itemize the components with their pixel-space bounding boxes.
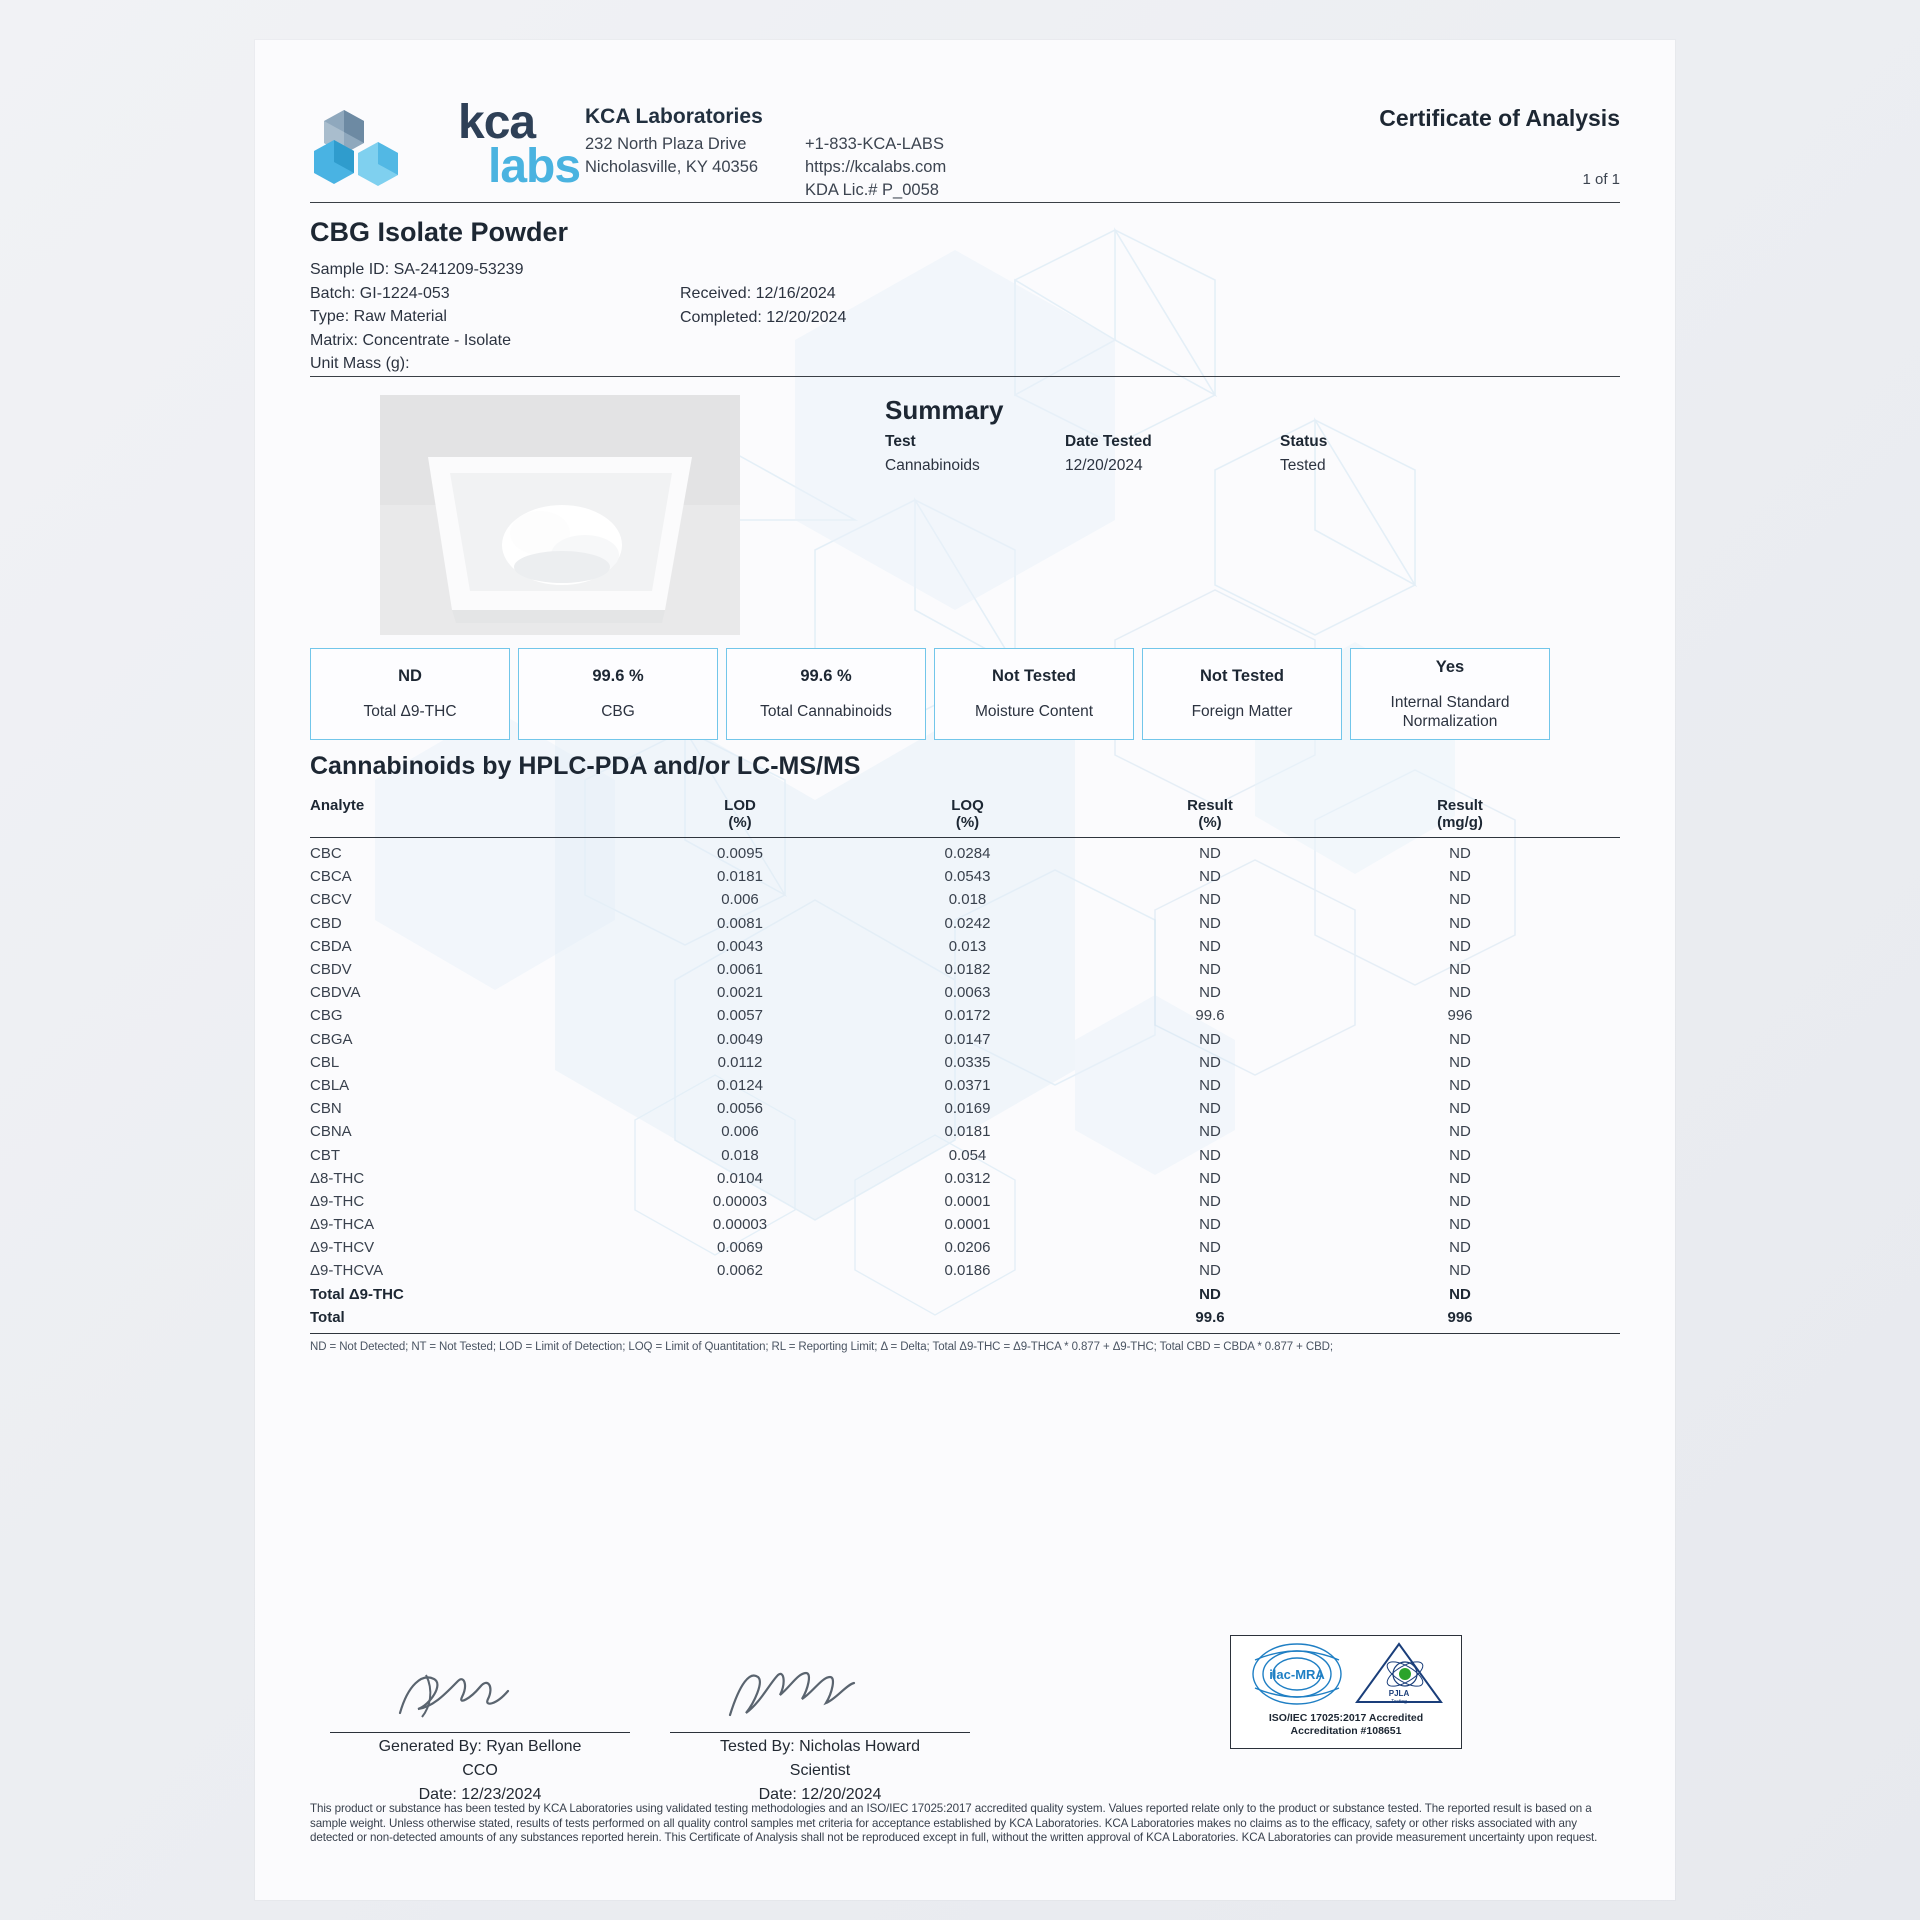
cell-analyte: CBL <box>310 1053 340 1071</box>
cell-analyte: CBNA <box>310 1123 352 1141</box>
cell-result-pct: ND <box>1199 1146 1221 1164</box>
accreditation-badge <box>1230 1635 1462 1749</box>
coa-sheet <box>255 40 1675 1900</box>
cell-analyte: CBCA <box>310 868 352 886</box>
table-row <box>310 1167 1620 1190</box>
table-row <box>310 1028 1620 1051</box>
cell-result-pct: ND <box>1199 1053 1221 1071</box>
page-title: Certificate of Analysis <box>1379 105 1620 131</box>
cell-result-pct: ND <box>1199 1123 1221 1141</box>
table-row <box>310 1004 1620 1027</box>
cell-lod: 0.0124 <box>717 1076 763 1094</box>
sample-metadata <box>310 258 523 376</box>
summary-col-date: Date Tested <box>1065 433 1152 450</box>
cell-analyte: CBN <box>310 1100 342 1118</box>
lab-contact <box>805 133 946 202</box>
table-row <box>310 958 1620 981</box>
cell-result-mgg: ND <box>1449 1169 1471 1187</box>
stat-internal-standard <box>1350 648 1550 740</box>
cell-loq: 0.054 <box>948 1146 987 1164</box>
disclaimer-text: This product or substance has been tested by KCA Laboratories using validated testing methodologies and an ISO/IEC 17025:2017 accredited quality system. Values reported relate only to the product or substance tested. The reported result is based on a sample weight. Unless otherwise stated, results of tests performed on all quality control samples met criteria for acceptance established by KCA Laboratories. KCA Laboratories makes no claims as to the efficacy, safety or other risks associated with any detected or non-detected amounts of any substances reported herein. This Certificate of Analysis shall not be reproduced except in full, without the written approval of KCA Laboratories. KCA Laboratories can provide measurement uncertainty upon request. <box>310 1802 1598 1845</box>
cell-analyte: Total <box>310 1308 345 1326</box>
summary-date: 12/20/2024 <box>1065 457 1143 474</box>
cell-analyte: Δ9-THC <box>310 1192 365 1210</box>
cell-loq: 0.0284 <box>944 845 991 863</box>
status-badge: Tested <box>1280 457 1326 474</box>
table-row <box>310 1074 1620 1097</box>
cell-analyte: CBT <box>310 1146 340 1164</box>
ilac-mra-icon <box>1247 1640 1347 1708</box>
table-row <box>310 1259 1620 1282</box>
cell-result-pct: 99.6 <box>1195 1308 1225 1326</box>
stat-cbg <box>518 648 718 740</box>
cell-loq: 0.0543 <box>944 868 991 886</box>
table-row <box>310 1236 1620 1259</box>
cell-result-mgg: ND <box>1449 868 1471 886</box>
stat-value: 99.6 % <box>800 667 852 685</box>
stat-total-d9-thc <box>310 648 510 740</box>
table-header-row <box>310 797 1620 838</box>
col-analyte: Analyte <box>310 797 365 814</box>
cell-result-pct: 99.6 <box>1195 1007 1225 1025</box>
logo-kca-text: kca <box>458 96 536 149</box>
cell-result-pct: ND <box>1199 1285 1221 1303</box>
table-row <box>310 888 1620 911</box>
cell-result-mgg: ND <box>1449 1123 1471 1141</box>
cell-result-pct: ND <box>1199 1192 1221 1210</box>
lab-name: KCA Laboratories <box>585 105 763 128</box>
cell-lod: 0.0061 <box>717 961 763 979</box>
cell-analyte: CBC <box>310 845 342 863</box>
sample-divider <box>310 376 1620 377</box>
cell-analyte: Total Δ9-THC <box>310 1285 404 1303</box>
table-row <box>310 935 1620 958</box>
cell-result-mgg: ND <box>1449 1192 1471 1210</box>
table-row <box>310 981 1620 1004</box>
col-result-pct: Result (%) <box>1187 797 1233 831</box>
cell-lod: 0.0057 <box>717 1007 763 1025</box>
cell-analyte: CBD <box>310 914 342 932</box>
cell-lod: 0.006 <box>721 1123 759 1141</box>
cell-lod: 0.0081 <box>717 914 763 932</box>
table-row <box>310 842 1620 865</box>
cell-analyte: Δ9-THCV <box>310 1239 375 1257</box>
stat-value: Not Tested <box>991 667 1077 685</box>
col-result-mgg: Result (mg/g) <box>1437 797 1483 831</box>
stat-value: Yes <box>1435 657 1465 676</box>
document-header <box>310 85 1620 205</box>
lab-website[interactable]: https://kcalabs.com <box>805 158 947 176</box>
col-lod: LOD (%) <box>724 797 756 831</box>
lab-address-line1: 232 North Plaza Drive <box>585 135 747 153</box>
stat-moisture-content <box>934 648 1134 740</box>
accreditation-line2: Accreditation #108651 <box>1290 1725 1402 1737</box>
cell-result-mgg: ND <box>1449 1146 1471 1164</box>
cannabinoids-heading: Cannabinoids by HPLC-PDA and/or LC-MS/MS <box>310 752 861 780</box>
lab-phone: +1-833-KCA-LABS <box>805 135 944 153</box>
cell-result-mgg: ND <box>1449 1285 1471 1303</box>
cell-result-mgg: ND <box>1449 1100 1471 1118</box>
cell-result-mgg: ND <box>1449 937 1471 955</box>
accreditation-line1: ISO/IEC 17025:2017 Accredited <box>1268 1712 1424 1724</box>
stat-foreign-matter <box>1142 648 1342 740</box>
tested-by-date: Date: 12/20/2024 <box>758 1786 882 1803</box>
header-divider <box>310 202 1620 203</box>
cell-lod: 0.006 <box>721 891 759 909</box>
cell-result-pct: ND <box>1199 1169 1221 1187</box>
summary-test: Cannabinoids <box>885 457 980 474</box>
stat-label: CBG <box>601 703 635 720</box>
cell-loq: 0.0172 <box>944 1007 991 1025</box>
tested-by-name: Tested By: Nicholas Howard <box>719 1738 921 1755</box>
cell-analyte: CBCV <box>310 891 352 909</box>
lab-address <box>585 133 758 179</box>
sample-batch: Batch: GI-1224-053 <box>310 284 450 302</box>
stat-value: 99.6 % <box>592 667 644 685</box>
stat-label: Internal Standard Normalization <box>1390 693 1510 730</box>
stat-label: Total Cannabinoids <box>760 703 892 720</box>
cell-loq: 0.013 <box>948 937 987 955</box>
cell-result-pct: ND <box>1199 984 1221 1002</box>
cell-result-pct: ND <box>1199 891 1221 909</box>
summary-row <box>885 457 1585 475</box>
stat-label: Moisture Content <box>974 703 1094 720</box>
sample-title: CBG Isolate Powder <box>310 217 569 247</box>
cell-loq: 0.018 <box>948 891 987 909</box>
cell-result-mgg: ND <box>1449 1262 1471 1280</box>
cell-result-pct: ND <box>1199 914 1221 932</box>
summary-table <box>885 433 1585 475</box>
stat-total-cannabinoids <box>726 648 926 740</box>
table-row <box>310 1097 1620 1120</box>
cell-analyte: CBDA <box>310 937 352 955</box>
cell-lod: 0.0056 <box>717 1100 763 1118</box>
cell-result-pct: ND <box>1199 937 1221 955</box>
cell-lod: 0.0181 <box>717 868 763 886</box>
svg-text:ilac-MRA: ilac-MRA <box>1269 1667 1325 1682</box>
cell-lod: 0.0043 <box>717 937 763 955</box>
cell-lod: 0.0095 <box>717 845 763 863</box>
cell-result-mgg: ND <box>1449 1076 1471 1094</box>
summary-header-row <box>885 433 1585 457</box>
cell-loq: 0.0001 <box>944 1192 991 1210</box>
table-row <box>310 1190 1620 1213</box>
col-loq: LOQ (%) <box>951 797 984 831</box>
signature-generated-icon <box>330 1665 630 1727</box>
table-row <box>310 1306 1620 1329</box>
cell-result-mgg: ND <box>1449 914 1471 932</box>
cell-loq: 0.0186 <box>944 1262 991 1280</box>
sample-received: Received: 12/16/2024 <box>680 285 836 302</box>
cell-analyte: Δ9-THCVA <box>310 1262 384 1280</box>
cell-lod: 0.0112 <box>717 1053 763 1071</box>
logo-wordmark <box>458 96 581 193</box>
sample-dates <box>680 282 846 329</box>
kca-logo-icon <box>310 103 450 191</box>
cell-loq: 0.0312 <box>944 1169 991 1187</box>
sample-type: Type: Raw Material <box>310 308 447 325</box>
signature-tested-icon <box>670 1665 970 1727</box>
cell-result-mgg: ND <box>1449 984 1471 1002</box>
sample-completed: Completed: 12/20/2024 <box>680 308 847 326</box>
cell-result-pct: ND <box>1199 868 1221 886</box>
cell-loq: 0.0335 <box>944 1053 991 1071</box>
cell-loq: 0.0371 <box>944 1076 991 1094</box>
cell-result-pct: ND <box>1199 1100 1221 1118</box>
cell-loq: 0.0242 <box>944 914 991 932</box>
table-row <box>310 1143 1620 1166</box>
table-row <box>310 1283 1620 1306</box>
cell-loq: 0.0147 <box>944 1030 991 1048</box>
cell-loq: 0.0169 <box>944 1100 991 1118</box>
lab-license: KDA Lic.# P_0058 <box>805 181 939 199</box>
table-row <box>310 865 1620 888</box>
lab-address-line2: Nicholasville, KY 40356 <box>585 158 759 176</box>
cell-loq: 0.0063 <box>944 984 991 1002</box>
cell-result-pct: ND <box>1199 961 1221 979</box>
tested-by-role: Scientist <box>789 1762 851 1779</box>
cell-result-mgg: ND <box>1449 961 1471 979</box>
cell-lod: 0.00003 <box>712 1192 768 1210</box>
cell-result-pct: ND <box>1199 1216 1221 1234</box>
generated-by-date: Date: 12/23/2024 <box>418 1786 542 1803</box>
cell-analyte: CBGA <box>310 1030 353 1048</box>
cell-analyte: Δ9-THCA <box>310 1216 375 1234</box>
cell-result-mgg: ND <box>1449 1216 1471 1234</box>
summary-col-status: Status <box>1280 433 1328 450</box>
cell-result-mgg: ND <box>1449 1030 1471 1048</box>
page-indicator: 1 of 1 <box>1582 171 1620 188</box>
table-row <box>310 1120 1620 1143</box>
cell-lod: 0.0069 <box>717 1239 763 1257</box>
cell-analyte: CBDVA <box>310 984 361 1002</box>
cell-analyte: Δ8-THC <box>310 1169 365 1187</box>
cell-result-pct: ND <box>1199 1239 1221 1257</box>
cell-result-mgg: ND <box>1449 845 1471 863</box>
cell-result-pct: ND <box>1199 845 1221 863</box>
table-row <box>310 1213 1620 1236</box>
table-row <box>310 1051 1620 1074</box>
sample-matrix: Matrix: Concentrate - Isolate <box>310 331 511 349</box>
cell-result-mgg: ND <box>1449 1053 1471 1071</box>
svg-text:PJLA: PJLA <box>1388 1689 1410 1698</box>
summary-col-test: Test <box>885 433 916 450</box>
cell-loq: 0.0181 <box>944 1123 991 1141</box>
cell-result-mgg: 996 <box>1447 1308 1473 1326</box>
cell-analyte: CBDV <box>310 961 352 979</box>
tested-by-block <box>670 1665 970 1805</box>
cell-loq: 0.0206 <box>944 1239 991 1257</box>
table-row <box>310 912 1620 935</box>
cell-lod: 0.0104 <box>717 1169 763 1187</box>
cell-lod: 0.0021 <box>717 984 763 1002</box>
generated-by-name: Generated By: Ryan Bellone <box>378 1738 582 1755</box>
summary-heading: Summary <box>885 395 1004 425</box>
stat-label: Foreign Matter <box>1191 703 1293 720</box>
generated-by-role: CCO <box>462 1762 498 1779</box>
table-footnote: ND = Not Detected; NT = Not Tested; LOD = Limit of Detection; LOQ = Limit of Quantitation; RL = Reporting Limit; Δ = Delta; Total Δ9-THC = Δ9-THCA * 0.877 + Δ9-THC; Total CBD = CBDA * 0.877 + CBD; <box>310 1340 1333 1353</box>
cell-result-mgg: ND <box>1449 891 1471 909</box>
cell-result-pct: ND <box>1199 1262 1221 1280</box>
cell-loq: 0.0182 <box>944 961 991 979</box>
cell-loq: 0.0001 <box>944 1216 991 1234</box>
cell-analyte: CBLA <box>310 1076 350 1094</box>
cell-lod: 0.0049 <box>717 1030 763 1048</box>
cell-result-mgg: ND <box>1449 1239 1471 1257</box>
generated-by-block <box>330 1665 630 1805</box>
cell-result-pct: ND <box>1199 1076 1221 1094</box>
sample-id: Sample ID: SA-241209-53239 <box>310 261 524 278</box>
cell-result-pct: ND <box>1199 1030 1221 1048</box>
cell-result-mgg: 996 <box>1447 1007 1473 1025</box>
stat-value: Not Tested <box>1199 667 1285 685</box>
stat-value: ND <box>398 667 422 685</box>
sample-photo <box>380 395 740 635</box>
cell-lod: 0.00003 <box>712 1216 768 1234</box>
pjla-icon <box>1353 1640 1445 1708</box>
summary-stat-boxes <box>310 648 1550 740</box>
logo-labs-text: labs <box>488 140 581 193</box>
svg-text:Testing: Testing <box>1391 1699 1407 1705</box>
sample-unit-mass: Unit Mass (g): <box>310 355 410 372</box>
cell-analyte: CBG <box>310 1007 343 1025</box>
cannabinoids-table <box>310 797 1620 1353</box>
stat-label: Total Δ9-THC <box>363 703 457 720</box>
cell-lod: 0.0062 <box>717 1262 763 1280</box>
cell-lod: 0.018 <box>721 1146 759 1164</box>
